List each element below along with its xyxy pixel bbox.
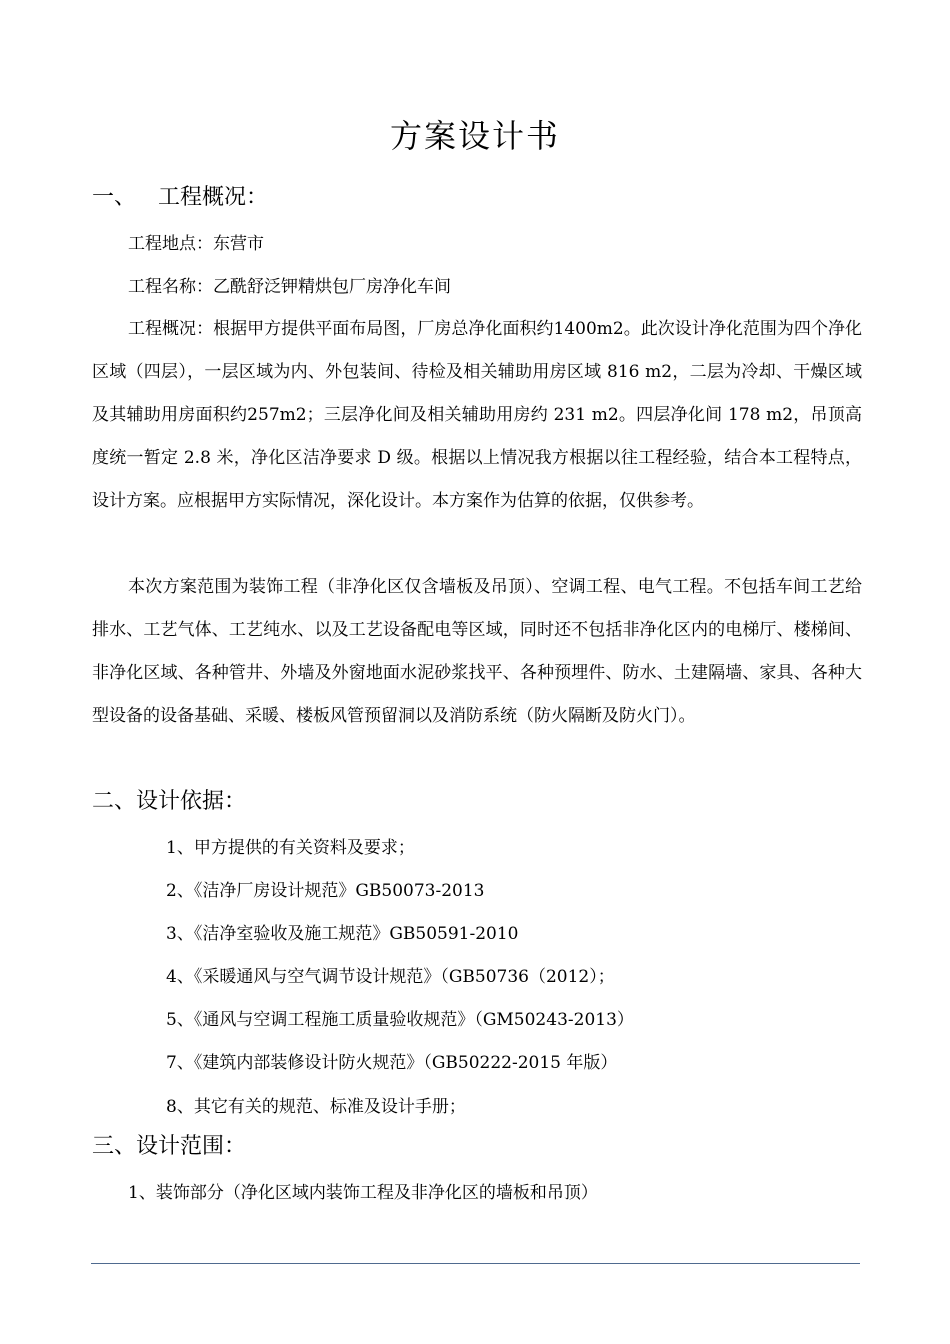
reference-item: 4、《采暖通风与空气调节设计规范》（GB50736（2012）； bbox=[166, 967, 615, 987]
document-title: 方案设计书 bbox=[389, 117, 560, 155]
section-3-heading: 三、设计范围： bbox=[92, 1134, 247, 1159]
reference-item: 7、《建筑内部装修设计防火规范》（GB50222-2015 年版） bbox=[166, 1053, 618, 1073]
section-1-title: 工程概况： bbox=[158, 185, 269, 210]
footer-divider bbox=[91, 1263, 860, 1264]
reference-item: 5、《通风与空调工程施工质量验收规范》（GM50243-2013） bbox=[166, 1010, 634, 1030]
reference-item: 8、其它有关的规范、标准及设计手册； bbox=[166, 1097, 466, 1117]
scope-item: 1、装饰部分（净化区域内装饰工程及非净化区的墙板和吊顶） bbox=[128, 1183, 598, 1203]
reference-item: 3、《洁净室验收及施工规范》GB50591-2010 bbox=[166, 924, 519, 944]
project-overview-paragraph: 工程概况：根据甲方提供平面布局图，厂房总净化面积约1400m2。此次设计净化范围为四个净化区域（四层），一层区域为内、外包装间、待检及相关辅助用房区域 816 m2，二层为冷却、干燥区域及其辅助用房面积约257m2；三层净化间及相关辅助用房约 231 m2。四层净化间 178 m2，吊顶高度统一暂定 2.8 米，净化区洁净要求 D 级。根据以上情况我方根据以往工程经验，结合本工程特点，设计方案。应根据甲方实际情况，深化设计。本方案作为估算的依据，仅供参考。 bbox=[92, 319, 862, 511]
scope-paragraph: 本次方案范围为装饰工程（非净化区仅含墙板及吊顶）、空调工程、电气工程。不包括车间工艺给排水、工艺气体、工艺纯水、以及工艺设备配电等区域，同时还不包括非净化区内的电梯厅、楼梯间、非净化区域、各种管井、外墙及外窗地面水泥砂浆找平、各种预埋件、防水、土建隔墙、家具、各种大型设备的设备基础、采暖、楼板风管预留洞以及消防系统（防火隔断及防火门）。 bbox=[92, 577, 862, 726]
section-1-number: 一、 bbox=[92, 185, 137, 210]
project-location: 工程地点：东营市 bbox=[128, 234, 264, 254]
section-1-heading bbox=[92, 182, 268, 214]
reference-item: 2、《洁净厂房设计规范》GB50073-2013 bbox=[166, 881, 485, 901]
section-2-heading: 二、设计依据： bbox=[92, 789, 247, 814]
project-name: 工程名称：乙酰舒泛钾精烘包厂房净化车间 bbox=[128, 277, 451, 297]
reference-item: 1、甲方提供的有关资料及要求； bbox=[166, 838, 415, 858]
